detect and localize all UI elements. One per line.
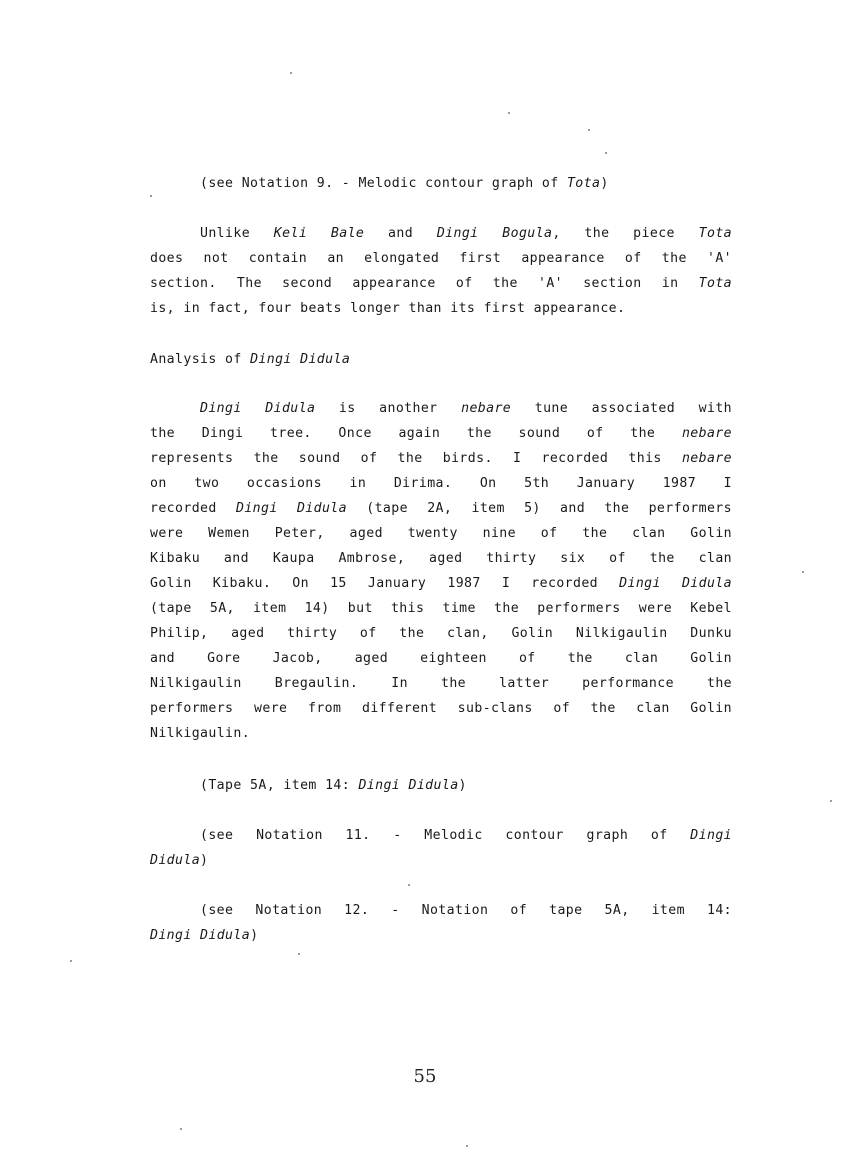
speck xyxy=(150,195,152,197)
notation-9-suffix: ) xyxy=(600,176,609,191)
dingi-bogula-title: Dingi Bogula xyxy=(436,226,553,241)
p2-line-13: performers were from different sub-clans of the clan Golin xyxy=(150,701,732,716)
p2-text-8a: Golin Kibaku. On 15 January 1987 I recorded xyxy=(150,576,620,591)
heading-prefix: Analysis of xyxy=(150,352,251,367)
speck xyxy=(830,800,832,802)
p1-line-3: section. The second appearance of the 'A' section in xyxy=(150,276,699,291)
notation-11-reference xyxy=(150,823,732,873)
p2-title-1: Dingi Didula xyxy=(200,401,316,416)
p2-line-11: and Gore Jacob, aged eighteen of the clan Golin xyxy=(150,651,732,666)
p2-text-2a: the Dingi tree. Once again the sound of the xyxy=(150,426,682,441)
p2-title-8: Dingi Didula xyxy=(619,576,732,591)
p2-line-9: (tape 5A, item 14) but this time the performers were Kebel xyxy=(150,601,732,616)
heading-title: Dingi Didula xyxy=(250,352,351,367)
notation-9-prefix: (see Notation 9. - Melodic contour graph of xyxy=(200,176,567,191)
p2-line-14: Nilkigaulin. xyxy=(150,726,251,741)
p2-line-12: Nilkigaulin Bregaulin. In the latter performance the xyxy=(150,676,732,691)
tape-ref-title: Dingi Didula xyxy=(358,778,459,793)
notation-11-text: (see Notation 11. - Melodic contour graph of xyxy=(200,828,691,843)
page-number: 55 xyxy=(413,1066,437,1087)
notation-11-suffix: ) xyxy=(200,853,209,868)
section-heading xyxy=(150,347,732,372)
notation-9-title: Tota xyxy=(566,176,601,191)
tota-paragraph xyxy=(150,221,732,321)
speck xyxy=(802,571,804,573)
speck xyxy=(290,72,292,74)
p1-line-2: does not contain an elongated first appearance of the 'A' xyxy=(150,251,732,266)
dingi-didula-paragraph xyxy=(150,396,732,746)
p1-line-4: is, in fact, four beats longer than its first appearance. xyxy=(150,301,626,316)
p2-title-5: Dingi Didula xyxy=(235,501,347,516)
p2-text-3a: represents the sound of the birds. I recorded this xyxy=(150,451,682,466)
p2-line-4: on two occasions in Dirima. On 5th January 1987 I xyxy=(150,476,732,491)
p1-text-b: , the piece xyxy=(552,226,699,241)
notation-12-title: Dingi Didula xyxy=(150,928,251,943)
tape-ref-suffix: ) xyxy=(458,778,467,793)
p2-text-5a: recorded xyxy=(150,501,236,516)
nebare-term-2: nebare xyxy=(681,426,732,441)
speck xyxy=(70,960,72,962)
p2-line-6: were Wemen Peter, aged twenty nine of the clan Golin xyxy=(150,526,732,541)
tape-ref-prefix: (Tape 5A, item 14: xyxy=(200,778,359,793)
tota-title-2: Tota xyxy=(698,276,732,291)
notation-11-title-b: Didula xyxy=(150,853,201,868)
speck xyxy=(408,884,410,886)
notation-12-suffix: ) xyxy=(250,928,259,943)
notation-12-reference xyxy=(150,898,732,948)
p2-text-1a: is another xyxy=(315,401,462,416)
notation-9-reference xyxy=(150,171,732,196)
p1-text-a: Unlike xyxy=(200,226,274,241)
keli-bale-title: Keli Bale xyxy=(273,226,365,241)
speck xyxy=(298,953,300,955)
speck xyxy=(588,129,590,131)
nebare-term-3: nebare xyxy=(681,451,732,466)
p2-line-7: Kibaku and Kaupa Ambrose, aged thirty six of the clan xyxy=(150,551,732,566)
speck xyxy=(605,152,607,154)
p2-line-10: Philip, aged thirty of the clan, Golin Nilkigaulin Dunku xyxy=(150,626,732,641)
speck xyxy=(508,112,510,114)
notation-12-text: (see Notation 12. - Notation of tape 5A, item 14: xyxy=(200,903,732,918)
p1-text-and: and xyxy=(364,226,437,241)
nebare-term-1: nebare xyxy=(461,401,512,416)
tape-reference xyxy=(150,773,732,798)
notation-11-title-a: Dingi xyxy=(690,828,732,843)
p2-text-1b: tune associated with xyxy=(511,401,732,416)
p2-text-5b: (tape 2A, item 5) and the performers xyxy=(346,501,732,516)
speck xyxy=(466,1145,468,1147)
speck xyxy=(180,1128,182,1130)
tota-title: Tota xyxy=(698,226,732,241)
